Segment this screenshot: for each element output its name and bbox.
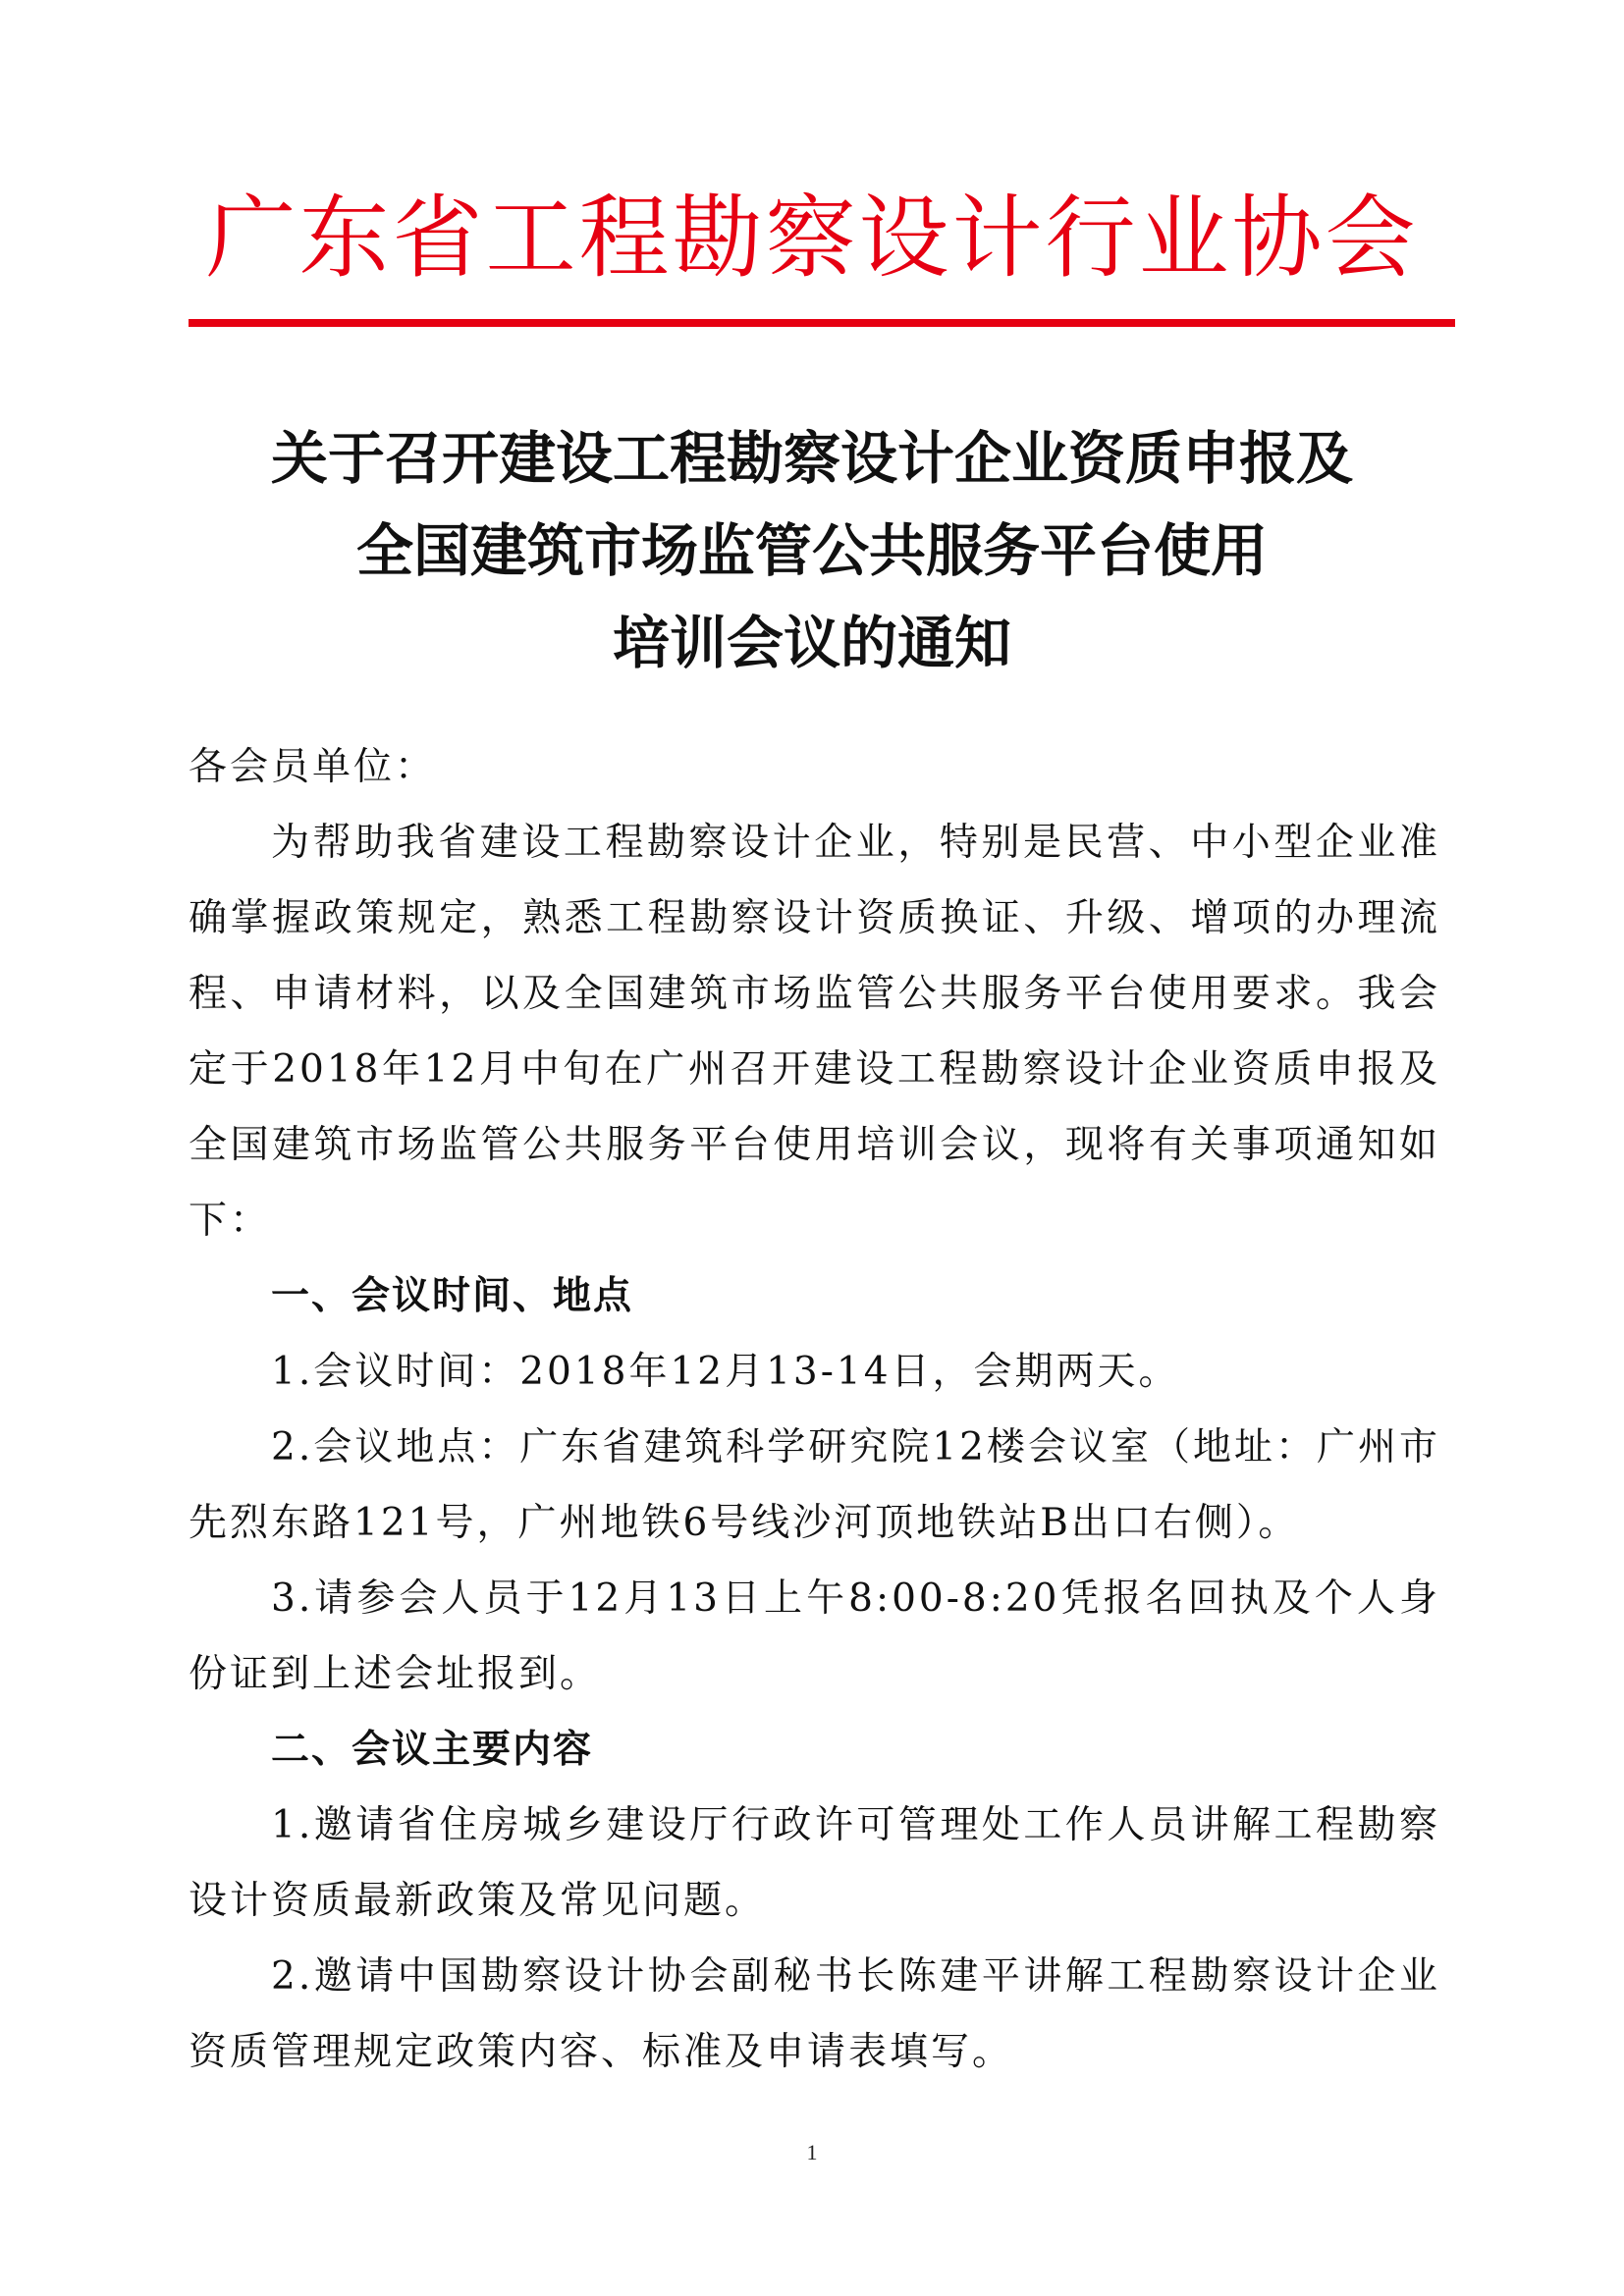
section-heading-time-location: 一、会议时间、地点 <box>271 1274 634 1318</box>
list-item: 2.邀请中国勘察设计协会副秘书长陈建平讲解工程勘察设计企业资质管理规定政策内容、标准及申请表填写。 <box>189 1954 1440 2074</box>
list-item: 2.会议地点：广东省建筑科学研究院12楼会议室（地址：广州市先烈东路121号，广州地铁6号线沙河顶地铁站B出口右侧）。 <box>189 1425 1440 1545</box>
page-number: 1 <box>806 2140 818 2164</box>
title-line-2: 全国建筑市场监管公共服务平台使用 <box>355 517 1268 584</box>
organization-header: 广东省工程勘察设计行业协会 <box>205 186 1419 291</box>
document-body <box>189 729 1440 2090</box>
red-divider-rule <box>189 319 1455 327</box>
document-title <box>0 412 1624 689</box>
title-line-3: 培训会议的通知 <box>612 610 1011 676</box>
title-line-1: 关于召开建设工程勘察设计企业资质申报及 <box>270 425 1353 492</box>
salutation: 各会员单位： <box>189 745 437 789</box>
section-heading-content: 二、会议主要内容 <box>271 1728 594 1772</box>
list-item: 3.请参会人员于12月13日上午8:00-8:20凭报名回执及个人身份证到上述会址报到。 <box>189 1576 1440 1696</box>
list-item: 1.会议时间：2018年12月13-14日，会期两天。 <box>271 1350 1180 1394</box>
intro-paragraph: 为帮助我省建设工程勘察设计企业，特别是民营、中小型企业准确掌握政策规定，熟悉工程勘察设计资质换证、升级、增项的办理流程、申请材料，以及全国建筑市场监管公共服务平台使用要求。我会定于2018年12月中旬在广州召开建设工程勘察设计企业资质申报及全国建筑市场监管公共服务平台使用培训会议，现将有关事项通知如下： <box>189 821 1440 1243</box>
list-item: 1.邀请省住房城乡建设厅行政许可管理处工作人员讲解工程勘察设计资质最新政策及常见问题。 <box>189 1803 1440 1923</box>
